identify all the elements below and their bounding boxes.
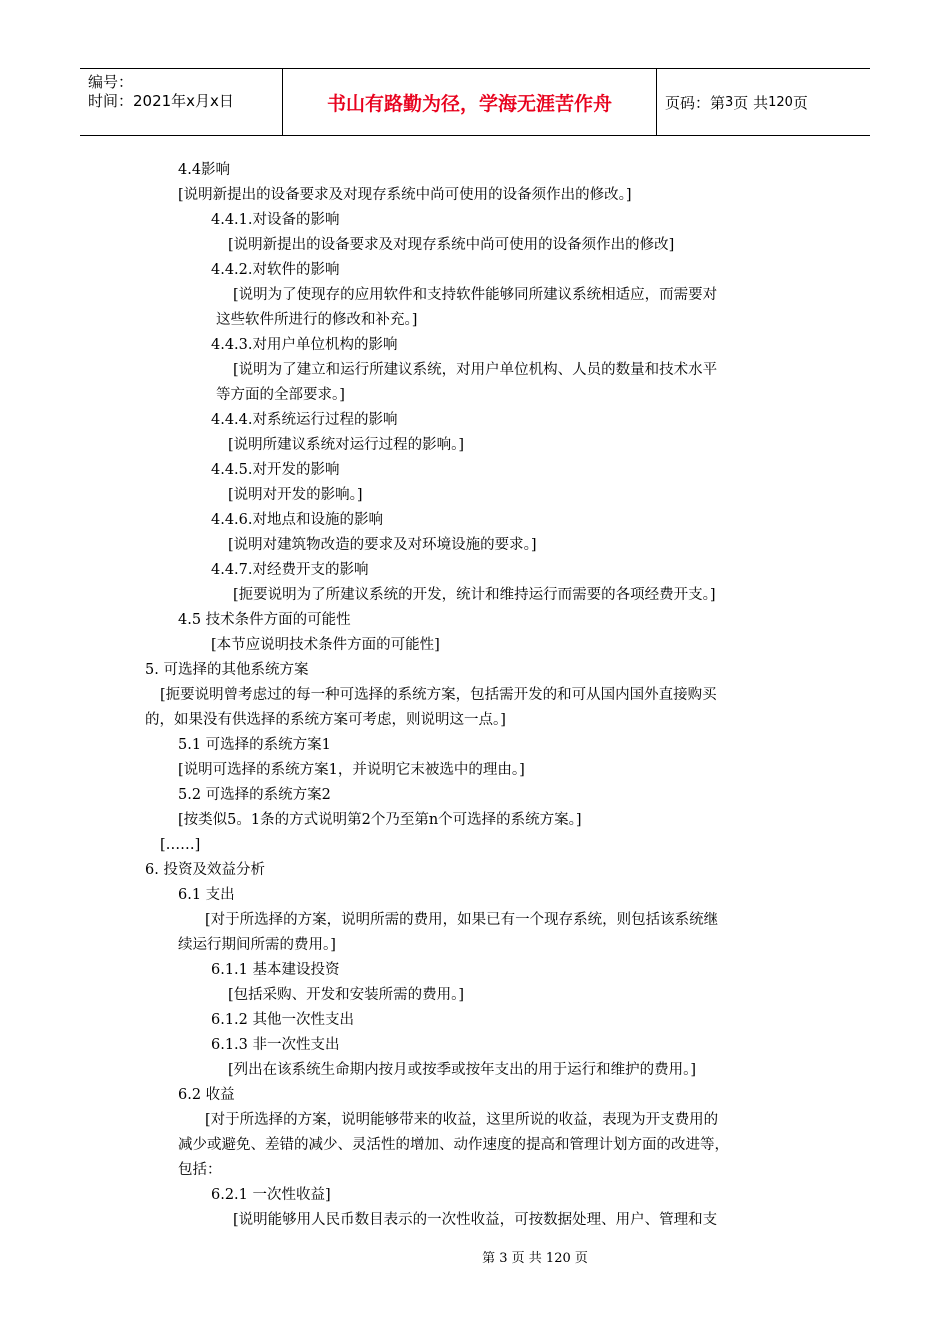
- page-mid: 页 共: [733, 93, 769, 112]
- paragraph: [说明可选择的系统方案1，并说明它末被选中的理由。]: [178, 762, 525, 778]
- heading-6-1-3: 6.1.3 非一次性支出: [211, 1037, 340, 1053]
- page-header: [80, 68, 870, 136]
- heading-6: 6. 投资及效益分析: [145, 862, 265, 878]
- heading-6-1: 6.1 支出: [178, 887, 235, 903]
- paragraph: [说明新提出的设备要求及对现存系统中尚可使用的设备须作出的修改。]: [178, 187, 632, 203]
- paragraph: [扼要说明曾考虑过的每一种可选择的系统方案，包括需开发的和可从国内国外直接购买: [160, 687, 717, 703]
- paragraph: 这些软件所进行的修改和补充。]: [216, 312, 418, 328]
- paragraph: [……]: [160, 837, 201, 853]
- paragraph: [对于所选择的方案，说明所需的费用，如果已有一个现存系统，则包括该系统继: [205, 912, 719, 928]
- header-meta: [80, 69, 283, 135]
- paragraph: [说明对开发的影响。]: [228, 487, 363, 503]
- heading-4-4-5: 4.4.5.对开发的影响: [211, 462, 340, 478]
- paragraph: [扼要说明为了所建议系统的开发，统计和维持运行而需要的各项经费开支。]: [233, 587, 716, 603]
- paragraph: 续运行期间所需的费用。]: [178, 937, 336, 953]
- heading-5-1: 5.1 可选择的系统方案1: [178, 737, 331, 753]
- heading-4-4-3: 4.4.3.对用户单位机构的影响: [211, 337, 398, 353]
- heading-6-2: 6.2 收益: [178, 1087, 235, 1103]
- heading-4-4: 4.4影响: [178, 162, 231, 178]
- heading-6-1-1: 6.1.1 基本建设投资: [211, 962, 340, 978]
- paragraph: [说明对建筑物改造的要求及对环境设施的要求。]: [228, 537, 537, 553]
- page-num: 3: [725, 94, 734, 110]
- header-page-number: [657, 69, 870, 135]
- heading-5-2: 5.2 可选择的系统方案2: [178, 787, 331, 803]
- date-label: 时间：2021年x月x日: [88, 92, 234, 110]
- heading-4-4-2: 4.4.2.对软件的影响: [211, 262, 340, 278]
- heading-4-4-6: 4.4.6.对地点和设施的影响: [211, 512, 384, 528]
- header-motto: 书山有路勤为径，学海无涯苦作舟: [283, 69, 657, 135]
- code-label: 编号：: [88, 73, 134, 91]
- paragraph: [说明为了使现存的应用软件和支持软件能够同所建议系统相适应，而需要对: [233, 287, 718, 303]
- paragraph: [列出在该系统生命期内按月或按季或按年支出的用于运行和维护的费用。]: [228, 1062, 697, 1078]
- page-footer: 第 3 页 共 120 页: [482, 1251, 588, 1266]
- page-suffix: 页: [792, 93, 808, 112]
- heading-5: 5. 可选择的其他系统方案: [145, 662, 309, 678]
- heading-4-5: 4.5 技术条件方面的可能性: [178, 612, 351, 628]
- heading-4-4-4: 4.4.4.对系统运行过程的影响: [211, 412, 398, 428]
- paragraph: [按类似5。1条的方式说明第2个乃至第n个可选择的系统方案。]: [178, 812, 582, 828]
- paragraph: [说明所建议系统对运行过程的影响。]: [228, 437, 465, 453]
- heading-6-1-2: 6.1.2 其他一次性支出: [211, 1012, 355, 1028]
- paragraph: [本节应说明技术条件方面的可能性]: [211, 637, 440, 653]
- paragraph: 的，如果没有供选择的系统方案可考虑，则说明这一点。]: [145, 712, 506, 728]
- heading-6-2-1: 6.2.1 一次性收益]: [211, 1187, 331, 1203]
- paragraph: 减少或避免、差错的减少、灵活性的增加、动作速度的提高和管理计划方面的改进等，: [178, 1137, 729, 1153]
- paragraph: [包括采购、开发和安装所需的费用。]: [228, 987, 465, 1003]
- paragraph: [说明能够用人民币数目表示的一次性收益，可按数据处理、用户、管理和支: [233, 1212, 718, 1228]
- paragraph: 等方面的全部要求。]: [216, 387, 345, 403]
- paragraph: 包括：: [178, 1162, 222, 1178]
- heading-4-4-1: 4.4.1.对设备的影响: [211, 212, 340, 228]
- page-prefix: 页码：第: [665, 93, 726, 112]
- paragraph: [说明新提出的设备要求及对现存系统中尚可使用的设备须作出的修改]: [228, 237, 675, 253]
- heading-4-4-7: 4.4.7.对经费开支的影响: [211, 562, 369, 578]
- page-total: 120: [768, 94, 793, 110]
- paragraph: [对于所选择的方案，说明能够带来的收益，这里所说的收益，表现为开支费用的: [205, 1112, 719, 1128]
- paragraph: [说明为了建立和运行所建议系统，对用户单位机构、人员的数量和技术水平: [233, 362, 718, 378]
